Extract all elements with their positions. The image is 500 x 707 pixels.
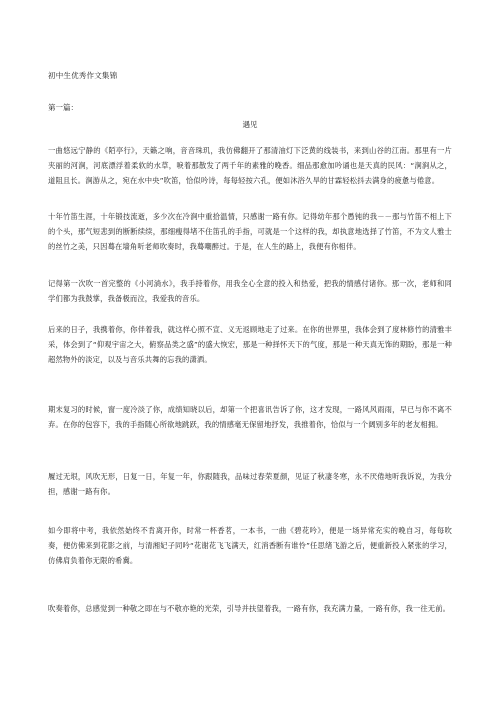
section-label: 第一篇： (48, 103, 78, 112)
document-title: 初中生优秀作文集锦 (48, 71, 118, 80)
paragraph-7: 如今即将中考，我依然始终不肯离开你，时常一杯香茗，一本书，一曲《碧花吟》，便是一场异常充实的晚自习，每每吹奏，便仿佛来到花影之前，与清湘妃子同吟“花谢花飞飞满天，红消香断有谁怜”任思绪飞游之后，便重新投入紧张的学习，仿佛肩负着你无限的希冀。 (48, 526, 452, 566)
paragraph-4: 后来的日子，我携着你，你伴着我，就这样心照不宣、义无返顾地走了过来。在你的世界里，我体会到了度林修竹的清雅丰采，体会到了“仰观宇宙之大，俯察品类之盛”的盛大恢宏，那是一种择怀天下的气度，那是一种天真无饰的期盼，那是一种超然物外的淡定，以及与音乐共舞的忘我的潇洒。 (48, 325, 452, 365)
article-title: 遇见 (242, 120, 258, 129)
paragraph-6: 履过无垠，风吹无形，日复一日，年复一年，你跟随我，品味过春荣夏颜，见证了秋凄冬寒，永不厌倦地听我诉说，为我分担，感谢一路有你。 (48, 472, 452, 497)
paragraph-8: 吹奏着你，总感觉到一种敬之即在与不敬亦艳的光荣，引导并扶望着我，一路有你，我充满力量，一路有你，我一往无前。 (48, 604, 451, 613)
paragraph-2: 十年竹笛生涯，十年锻技流逝，多少次在冷涧中重拾温情，只感谢一路有你。记得幼年那个愚钝的我－－那与竹笛不相上下的个头，那气短悲到的断断续续，那细瘦得堵不住笛孔的手指，可就是一个这样的我，却执意地选择了竹笛，不为文人雅士的丝竹之美，只因蓦在墙角听老师吹奏时，我蓦嘲醉过。于是，在人生的路上，我便有你相伴。 (48, 212, 452, 252)
paragraph-3: 记得第一次吹一首完整的《小河淌水》，我手持着你，用我全心全意的投入和热爱，把我的情感付诸你。那一次，老师和同学们都为我鼓掌，我备极而泣，我爱我的音乐。 (48, 279, 452, 304)
paragraph-1: 一曲悠远宁静的《陌亭行》，天籁之响，音音珠玑，我仿佛翻开了那清油灯下泛黄的线装书，来到山谷的江南。那里有一片夹丽的河涧，河底漂浮着柔软的水草，唳着那散发了两千年的素雅的晚香。细品那愈加吟诵也是天真的民风：“涧涧从之，道阻且长。涧游从之，宛在水中央”吹笛，恰似吟诗，每每轻按六孔，便如沐浴久旱的甘霖轻松抖去满身的疲惫与倦意。 (48, 146, 452, 186)
paragraph-5: 期末复习的时候，窗一度冷淡了你，成绩知晓以后，却第一个把喜讯告诉了你，这才发现，一路风风雨雨，早已与你不离不弃。在你的包容下，我的手指随心所欲地跳跃，我的情感毫无保留地抒发，我推着你，恰似与一个阔别多年的老友相拥。 (48, 405, 452, 430)
